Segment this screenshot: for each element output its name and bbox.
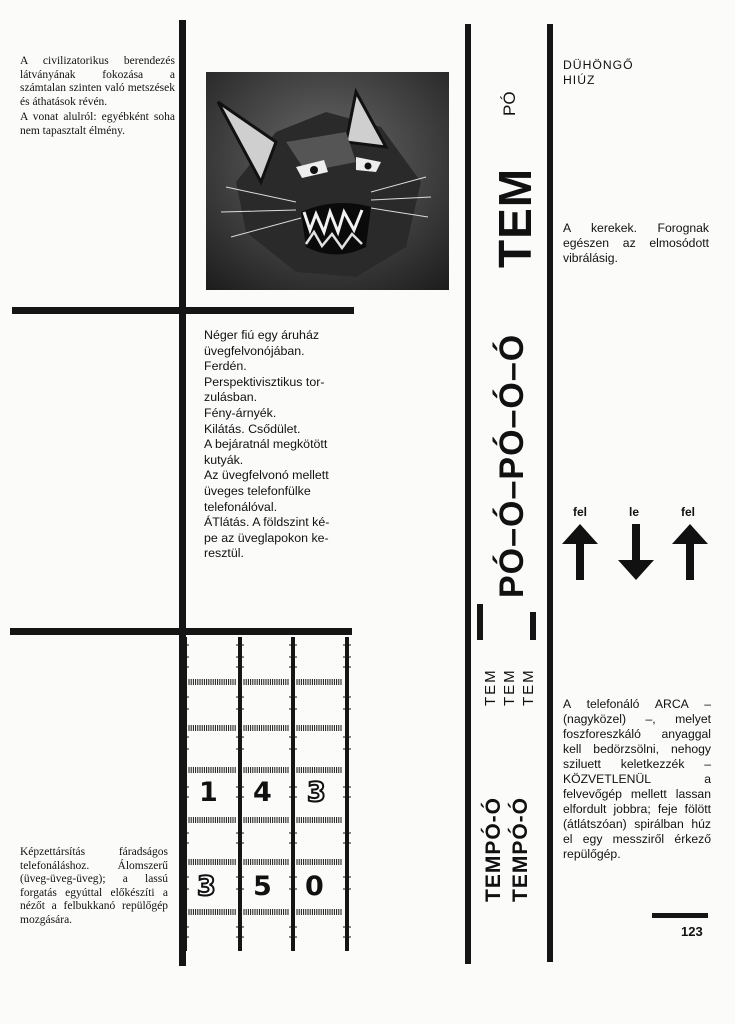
vertical-po-chain: PÓ–Ó–PÓ–Ó–Ó [493,333,531,598]
title-line-1: DÜHÖNGŐ [563,58,634,72]
digit-1-2: 4 [253,777,272,808]
tem-mark-2 [530,612,536,640]
arrow-label-up-2: fel [681,505,696,519]
scene-line: Fény-árnyék. [204,405,277,420]
scene-line: ÁTlátás. A földszint ké- [204,515,330,530]
vertical-rule-center [465,24,471,964]
title-line-2: HIÚZ [563,73,596,87]
association-paragraph: Képzettársítás fáradságos telefonáláshoz. Álomszerű (üveg-üveg-üveg); a lassú forgatás egyúttal előkészíti a nézőt a felbukkanó repülőgép mozgására. [20,846,168,926]
scene-line: A bejáratnál megkötött [204,437,328,452]
title-block [563,58,713,88]
scene-line: Az üvegfelvonó mellett [204,468,329,483]
vertical-tempo-2: TEMPÓ-Ó [509,797,532,902]
scene-line: Ferdén. [204,359,247,374]
digit-2-3: 0 [305,871,324,902]
scene-line: Kilátás. Csődület. [204,421,301,436]
elevator-scene-text [204,328,356,562]
scene-line: üveges telefonfülke [204,483,311,498]
horizontal-rule-lower [10,628,352,635]
vertical-tem-large: TEM [489,167,541,268]
arrow-up-icon [672,524,708,580]
vertical-tem-2: TEM [501,668,518,706]
horizontal-rule-upper [12,307,354,314]
page-number-rule [652,913,708,918]
intro-text [20,55,175,141]
page-number: 123 [681,924,703,939]
scene-line: telefonálóval. [204,499,278,514]
vertical-tem-1: TEM [482,668,499,706]
arrow-label-up-1: fel [573,505,588,519]
cat-photo [206,72,449,290]
phone-face-text: A telefonáló ARCA – (nagyközel) –, melyet foszforeszkáló anyaggal kell bedörzsölni, nehogy sziluett keletkezzék – KÖZVETLENÜL a felvevőgép mellett lassan elfordult jobbra; feje fölött (átlátszóan) spirálban húz el egy messziről érkező repülőgép. [563,697,711,861]
tem-mark-1 [477,604,483,640]
arrow-up-icon [562,524,598,580]
vertical-tempo-1: TEMPÓ-Ó [482,797,505,902]
filmstrip-grid [183,637,351,951]
scene-line: üvegfelvonójában. [204,343,305,358]
digit-2-2: 5 [253,871,272,902]
intro-paragraph-1: A civilizatorikus berendezés látványának fokozása a számtalan szinten való metszések és áthatások révén. [20,55,175,108]
scene-line: resztül. [204,546,244,561]
scene-line: pe az üveglapokon ke- [204,530,329,545]
intro-paragraph-2: A vonat alulról: egyébként soha nem tapasztalt élmény. [20,111,175,137]
scene-line: Perspektivisztikus tor- [204,374,325,389]
scene-line: kutyák. [204,452,244,467]
wheels-text: A kerekek. Forognak egészen az elmosódott vibrálásig. [563,221,709,265]
arrow-label-down: le [629,505,640,519]
vertical-po-small: PÓ [500,91,519,116]
digit-1-3: 3 [307,777,326,808]
vertical-rule-right [547,24,553,962]
digit-1-1: 1 [199,777,218,808]
arrows-group [560,522,720,582]
digit-2-1: 3 [197,871,216,902]
scene-line: zulásban. [204,390,258,405]
cat-photo-icon [206,72,449,290]
association-text [20,846,168,930]
vertical-tem-3: TEM [520,668,537,706]
arrow-down-icon [618,524,654,580]
scene-line: Néger fiú egy áruház [204,328,320,342]
